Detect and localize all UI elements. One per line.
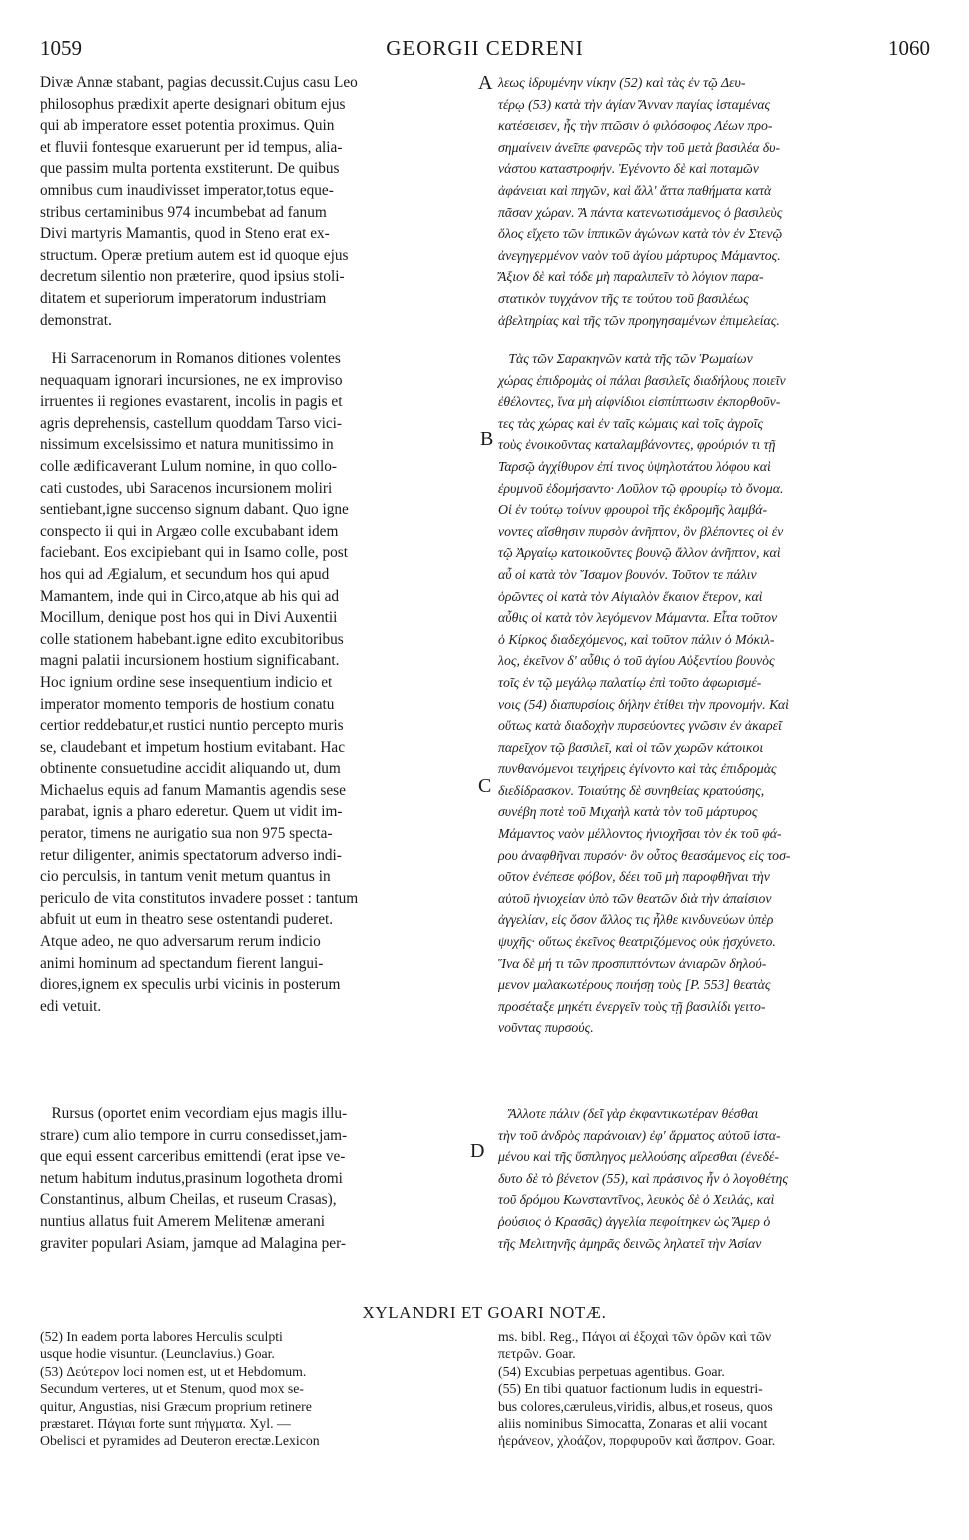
notes-heading: XYLANDRI ET GOARI NOTÆ. (362, 1303, 607, 1322)
greek-paragraph-3: Ἄλλοτε πάλιν (δεῖ γὰρ ἐκφαντικωτέραν θέσθαι τὴν τοῦ ἀνδρὸς παράνοιαν) ἐφ' ἅρματος αὐτοῦ ἱστα- μένου καὶ τῆς ὕσπληγος μελλούσης αἴρεσθαι (ἐνεδέ- δυτο δὲ τὸ βένετον (55), καὶ πράσινος ἦν ὁ λογοθέτης τοῦ δρόμου Κωνσταντῖνος, λευκὸς δὲ ὁ Χειλάς, καὶ ῥούσιος ὁ Κρασᾶς) ἀγγελία πεφοίτηκεν ὡς Ἄμερ ὁ τῆς Μελιτηνῆς ἀμηρᾶς δεινῶς ληλατεῖ τὴν Ἀσίαν (498, 1106, 788, 1251)
section-marker-b: B (480, 428, 494, 450)
page-number-left: 1059 (40, 36, 82, 60)
section-marker-a: A (478, 72, 493, 94)
latin-paragraph-3: Rursus (oportet enim vecordiam ejus magis illu- strare) cum alio tempore in curru consedisset,jam- que equi essent carceribus emittendi (erat ipse ve- netum habitum indutus,prasinum logotheta dromi Constantinus, album Cheilas, et ruseum Crasas), nuntius allatus fuit Amerem Melitenæ amerani graviter populari Asiam, jamque ad Malagina per- (40, 1105, 348, 1252)
page-number-right: 1060 (888, 36, 930, 60)
page-header (40, 36, 930, 62)
running-title: GEORGII CEDRENI (386, 36, 584, 60)
notes-right-column: ms. bibl. Reg., Πάγοι αἱ ἐξοχαὶ τῶν ὀρῶν καὶ τῶν πετρῶν. Goar. (54) Excubias perpetuas agentibus. Goar. (55) En tibi quatuor factionum ludis in equestri- bus colores,cæruleus,viridis, albus,et roseus, quos aliis nominibus Simocatta, Zonaras et alii vocant ἠεράνεον, χλοάζον, πορφυροῦν καὶ ἄσπρον. Goar. (498, 1329, 776, 1449)
section-marker-d: D (470, 1140, 485, 1162)
greek-paragraph-2: Τὰς τῶν Σαρακηνῶν κατὰ τῆς τῶν Ῥωμαίων χώρας ἐπιδρομὰς οἱ πάλαι βασιλεῖς διαδήλους ποιεῖν ἐθέλοντες, ἵνα μὴ αἰφνίδιοι εἰσπίπτωσιν ἐκπορθοῦν- τες τὰς χώρας καὶ ἐν ταῖς κώμαις καὶ τοῖς ἀγροῖς τοὺς ἐνοικοῦντας καταλαμβάνοντες, φρούριόν τι τῇ Ταρσῷ ἀγχίθυρον ἐπί τινος ὑψηλοτάτου λόφου καὶ ἐρυμνοῦ ἐδομήσαντο· Λοῦλον τῷ φρουρίῳ τὸ ὄνομα. Οἱ ἐν τούτῳ τοίνυν φρουροὶ τῆς ἐκδρομῆς λαμβά- νοντες αἴσθησιν πυρσὸν ἀνῆπτον, ὃν βλέποντες οἱ ἐν τῷ Ἀργαίῳ κατοικοῦντες βουνῷ ἄλλον ἀνῆπτον, καὶ αὖ οἱ κατὰ τὸν Ἴσαμον βουνόν. Τοῦτον τε πάλιν ὁρῶντες οἱ κατὰ τὸν Αἰγιαλὸν ἕκαιον ἕτερον, καὶ αὖθις οἱ κατὰ τὸν λεγόμενον Μάμαντα. Εἶτα τοῦτον ὁ Κίρκος διαδεχόμενος, καὶ τοῦτον πάλιν ὁ Μόκιλ- λος, ἐκεῖνον δ' αὖθις ὁ τοῦ ἁγίου Αὐξεντίου βουνὸς τοῖς ἐν τῷ μεγάλῳ παλατίῳ ἐπὶ τοῦτο ἀφωρισμέ- νοις (54) διαπυρσίοις δήλην ἐτίθει τὴν προνομήν. Καὶ οὕτως κατὰ διαδοχὴν πυρσεύοντες γνῶσιν ἐν ἀκαρεῖ παρεῖχον τῷ βασιλεῖ, καὶ οἱ τῶν χωρῶν κάτοικοι πυνθανόμενοι τειχήρεις ἐγίνοντο καὶ τὰς ἐπιδρομὰς διεδίδρασκον. Τοιαύτης δὲ συνηθείας κρατούσης, συνέβη ποτὲ τοῦ Μιχαὴλ κατὰ τὸν τοῦ μάρτυρος Μάμαντος ναὸν μέλλοντος ἡνιοχῆσαι τὸν ἐκ τοῦ φά- ρου ἀναφθῆναι πυρσόν· ὃν οὗτος θεασάμενος εἰς τοσ- οῦτον ἐνέπεσε φόβον, δέει τοῦ μὴ παροφθῆναι τὴν αὐτοῦ ἡνιοχείαν ὑπὸ τῶν θεατῶν διὰ τὴν ἀπαίσιον ἀγγελίαν, εἰς ὅσον ἄλλος τις ἦλθε κινδυνεύων ὑπὲρ ψυχῆς· οὕτως ἐκεῖνος θεατριζόμενος οὐκ ᾐσχύνετο. Ἵνα δὲ μή τι τῶν προσπιπτόντων ἀνιαρῶν δηλού- μενον μαλακωτέρους ποιήσῃ τοὺς [P. 553] θεατὰς προσέταξε μηκέτι ἐνεργεῖν τοὺς τῇ βασιλίδι γειτο- νοῦντας πυρσούς. (498, 351, 791, 1036)
latin-paragraph-1: Divæ Annæ stabant, pagias decussit.Cujus casu Leo philosophus prædixit aperte designari obitum ejus qui ab imperatore esset potentia proximus. Quin et fluvii fontesque exaruerunt per id tempus, alia- que passim multa portenta exstiterunt. De quibus omnibus cum inaudivisset imperator,totus eque- stribus certaminibus 974 incumbebat ad fanum Divi martyris Mamantis, quod in Steno erat ex- structum. Operæ pretium autem est id quoque ejus decretum silentio non præterire, quod ipsius stoli- ditatem et superiorum imperatorum industriam demonstrat. (40, 74, 358, 329)
latin-paragraph-2: Hi Sarracenorum in Romanos ditiones volentes nequaquam ignorari incursiones, ne ex improviso irruentes ii regiones evastarent, incolis in pagis et agris deprehensis, castellum quoddam Tarso vici- nissimum excelsissimo et natura munitissimo in colle ædificaverant Lulum nomine, in quo collo- cati custodes, ubi Saracenos incursionem moliri sentiebant,igne succenso signum dabant. Quo igne conspecto ii qui in Argæo colle excubabant idem faciebant. Eos excipiebant qui in Isamo colle, post hos qui ad Ægialum, et secundum hos qui apud Mamantem, inde qui in Circo,atque ab his qui ad Mocillum, denique post hos qui in Divi Auxentii colle stationem habebant.igne edito excubitoribus magni palatii incursionem hostium significabant. Hoc ignium ordine sese insequentium indicio et imperator momento temporis de hostium conatu certior reddebatur,et rustici nuntio percepto muris se, claudebant et impetum hostium evitabant. Hac obtinente consuetudine accidit aliquando ut, dum Michaelus equis ad fanum Mamantis agendis sese parabat, ignis a pharo ederetur. Quem ut vidit im- perator, timens ne aurigatio sua non 975 specta- retur diligenter, animis spectatorum adverso indi- cio perculsis, in tantum venit metum quantus in periculo de vita constitutos invadere posset : tantum abfuit ut eum in theatro sese ostentandi puderet. Atque adeo, ne quo adversarum rerum indicio animi hominum ad spectandum fierent langui- diores,ignem ex speculis urbi vicinis in posterum edi vetuit. (40, 350, 359, 1015)
section-marker-c: C (478, 775, 492, 797)
notes-left-column: (52) In eadem porta labores Herculis sculpti usque hodie visuntur. (Leunclavius.) Goar. (53) Δεύτερον loci nomen est, ut et Hebdomum. Secundum verteres, ut et Stenum, quod mox se- quitur, Angustias, nisi Græcum proprium retinere præstaret. Πάγιαι forte sunt πήγματα. Xyl. — Obelisci et pyramides ad Deuteron erectæ.Lexicon (40, 1329, 320, 1449)
greek-paragraph-1: λεως ἱδρυμένην νίκην (52) καὶ τὰς ἐν τῷ Δευ- τέρῳ (53) κατὰ τὴν ἁγίαν Ἄνναν παγίας ἱσταμένας κατέσεισεν, ἧς τὴν πτῶσιν ὁ φιλόσοφος Λέων προ- σημαίνειν ἀνεῖπε φανερῶς τὴν τοῦ μετὰ βασιλέα δυ- νάστου καταστροφήν. Ἐγένοντο δὲ καὶ ποταμῶν ἀφάνειαι καὶ πηγῶν, καὶ ἄλλ' ἄττα παθήματα κατὰ πᾶσαν χώραν. Ἃ πάντα κατενωτισάμενος ὁ βασιλεὺς ὅλος εἴχετο τῶν ἱππικῶν ἀγώνων κατὰ τὸν ἐν Στενῷ ἀνεγηγερμένον ναὸν τοῦ ἁγίου μάρτυρος Μάμαντος. Ἄξιον δὲ καὶ τόδε μὴ παραλιπεῖν τὸ λόγιον παρα- στατικὸν τυγχάνον τῆς τε τούτου τοῦ βασιλέως ἀβελτηρίας καὶ τῆς τῶν προηγησαμένων ἐπιμελείας. (498, 75, 783, 328)
